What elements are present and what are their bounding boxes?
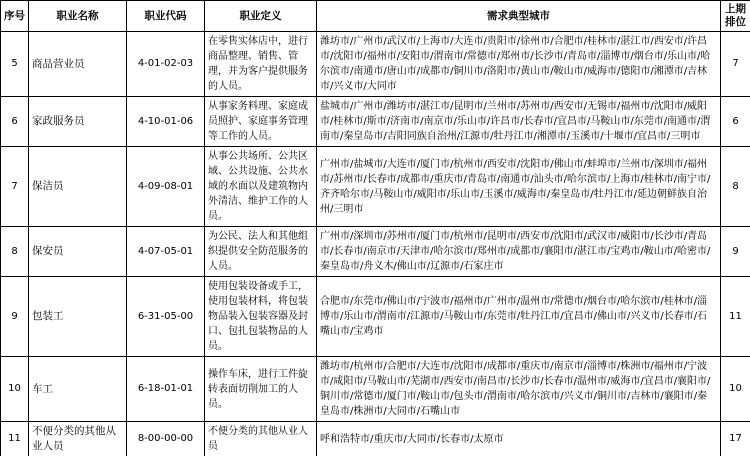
table-header-row <box>1 1 750 32</box>
table-row <box>1 227 750 277</box>
table-row <box>1 147 750 227</box>
table-row <box>1 32 750 97</box>
cell-definition: 为公民、法人和其他组织提供安全防范服务的人员。 <box>205 227 317 277</box>
cell-occupation-code: 8-00-00-00 <box>127 422 205 456</box>
cell-occupation-name: 车工 <box>29 357 127 422</box>
cell-cities: 呼和浩特市/重庆市/大同市/长春市/太原市 <box>317 422 721 456</box>
cell-occupation-name: 不便分类的其他从业人员 <box>29 422 127 456</box>
cell-occupation-name: 保洁员 <box>29 147 127 227</box>
column-header-name: 职业名称 <box>29 1 127 32</box>
cell-rank: 8 <box>721 147 750 227</box>
column-header-rank-line2: 排位 <box>725 16 746 29</box>
column-header-seq: 序号 <box>1 1 29 32</box>
cell-definition: 操作车床，进行工件旋转表面切削加工的人员。 <box>205 357 317 422</box>
table-row <box>1 357 750 422</box>
cell-occupation-code: 6-18-01-01 <box>127 357 205 422</box>
cell-rank: 11 <box>721 277 750 357</box>
cell-rank: 6 <box>721 97 750 147</box>
column-header-code: 职业代码 <box>127 1 205 32</box>
cell-rank: 7 <box>721 32 750 97</box>
cell-occupation-code: 4-01-02-03 <box>127 32 205 97</box>
cell-seq: 8 <box>1 227 29 277</box>
cell-seq: 9 <box>1 277 29 357</box>
cell-occupation-code: 4-10-01-06 <box>127 97 205 147</box>
cell-seq: 5 <box>1 32 29 97</box>
cell-cities: 广州市/深圳市/苏州市/厦门市/杭州市/昆明市/西安市/沈阳市/武汉市/威阳市/长沙市/青岛市/长春市/南京市/天津市/哈尔滨市/郑州市/成都市/襄阳市/湛江市/宝鸡市/鞍山市/哈密市/秦皇岛市/舟义木/佛山市/辽源市/石家庄市 <box>317 227 721 277</box>
cell-occupation-name: 包装工 <box>29 277 127 357</box>
cell-cities: 广州市/盐城市/大连市/厦门市/杭州市/西安市/沈阳市/佛山市/蚌埠市/兰州市/深圳市/福州市/苏州市/长春市/成都市/重庆市/青岛市/南通市/汕头市/哈尔滨市/上海市/桂林市/南宁市/齐齐哈尔市/马鞍山市/威阳市/乐山市/玉溪市/威海市/秦皇岛市/牡丹江市/延边朝鲜族自治州/三明市 <box>317 147 721 227</box>
column-header-rank-line1: 上期 <box>725 3 746 15</box>
cell-definition: 从事公共场所、公共区域、公共设施、公共水域的水面以及建筑物内外清洁、维护工作的人员。 <box>205 147 317 227</box>
cell-cities: 潍坊市/杭州市/合肥市/大连市/沈阳市/成都市/重庆市/南京市/淄博市/株洲市/福州市/宁波市/咸阳市/马鞍山市/芜湖市/西安市/南昌市/长沙市/长春市/温州市/威海市/宜昌市/襄阳市/铜川市/常德市/厦门市/鞍山市/包头市/渭南市/哈尔滨市/兴义市/铜川市/吉林市/襄阳市/秦皇岛市/株洲市/大同市/石嘴山市 <box>317 357 721 422</box>
cell-seq: 7 <box>1 147 29 227</box>
table-row <box>1 277 750 357</box>
cell-definition: 使用包装设备或手工，使用包装材料，将包装物品装入包装容器及封口、包扎包装物品的人员。 <box>205 277 317 357</box>
cell-occupation-name: 保安员 <box>29 227 127 277</box>
cell-seq: 10 <box>1 357 29 422</box>
cell-definition: 在零售实体店中，进行商品整理、销售、管理，并为客户提供服务的人员。 <box>205 32 317 97</box>
cell-occupation-code: 6-31-05-00 <box>127 277 205 357</box>
table-body <box>1 32 750 456</box>
cell-occupation-name: 家政服务员 <box>29 97 127 147</box>
table-row <box>1 422 750 456</box>
table-header <box>1 1 750 32</box>
column-header-definition: 职业定义 <box>205 1 317 32</box>
column-header-rank <box>721 1 750 32</box>
cell-occupation-code: 4-07-05-01 <box>127 227 205 277</box>
cell-occupation-code: 4-09-08-01 <box>127 147 205 227</box>
cell-seq: 6 <box>1 97 29 147</box>
cell-rank: 9 <box>721 227 750 277</box>
cell-cities: 潍坊市/广州市/武汉市/上海市/大连市/贵阳市/徐州市/合肥市/桂林市/湛江市/西安市/许昌市/沈阳市/福州市/安阳市/渭南市/常德市/郑州市/长沙市/青岛市/淄博市/烟台市/乐山市/哈尔滨市/南通市/唐山市/成都市/铜川市/洛阳市/黄山市/鞍山市/威海市/德阳市/湘潭市/吉林市/兴义市/大同市 <box>317 32 721 97</box>
cell-seq: 11 <box>1 422 29 456</box>
cell-definition: 从事家务料理、家庭成员照护、家庭事务管理等工作的人员。 <box>205 97 317 147</box>
cell-cities: 盐城市/广州市/潍坊市/湛江市/昆明市/兰州市/苏州市/西安市/无锡市/福州市/沈阳市/威阳市/桂林市/斯市/济南市/南京市/乐山市/许昌市/长春市/宜昌市/马鞍山市/东莞市/南通市/渭南市/秦皇岛市/吉阳同族自治州/江源市/牡丹江市/湘潭市/玉溪市/十堰市/宜昌市/三明市 <box>317 97 721 147</box>
cell-rank: 10 <box>721 357 750 422</box>
cell-cities: 合肥市/东莞市/佛山市/宁波市/福州市/广州市/温州市/常德市/烟台市/哈尔滨市/桂林市/淄博市/乐山市/渭南市/江源市/马鞍山市/东莞市/牡丹江市/宜昌市/佛山市/兴义市/长春市/石嘴山市/宝鸡市 <box>317 277 721 357</box>
column-header-cities: 需求典型城市 <box>317 1 721 32</box>
cell-definition: 不便分类的其他从业人员 <box>205 422 317 456</box>
cell-occupation-name: 商品营业员 <box>29 32 127 97</box>
table-row <box>1 97 750 147</box>
cell-rank: 17 <box>721 422 750 456</box>
